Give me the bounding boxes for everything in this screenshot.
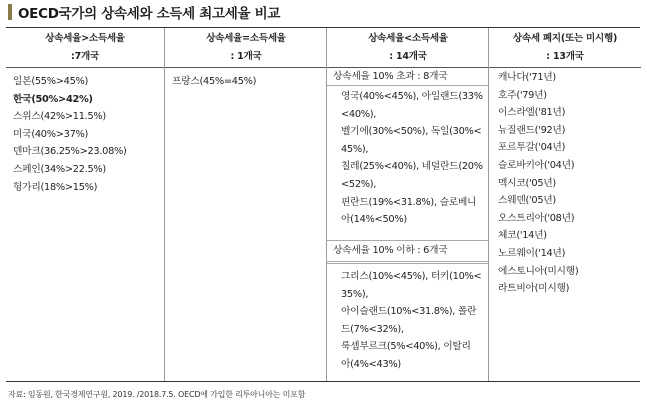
column-body bbox=[6, 68, 164, 381]
header-line2: : 14개국 bbox=[389, 50, 427, 62]
country-item: 멕시코('05년) bbox=[498, 177, 556, 189]
country-item: 슬로바키아('04년) bbox=[498, 159, 575, 171]
country-item: 프랑스(45%=45%) bbox=[172, 76, 257, 87]
group-label: 상속세율 10% 이하 : 6개국 bbox=[333, 245, 448, 256]
column-body bbox=[489, 68, 641, 381]
country-item: 호주('79년) bbox=[498, 89, 547, 101]
header-line1: 상속세율=소득세율 bbox=[206, 32, 286, 44]
title-text: OECD국가의 상속세와 소득세 최고세율 비교 bbox=[18, 6, 281, 22]
country-item: 캐나다('71년) bbox=[498, 72, 556, 83]
country-item: 이스라엘('81년) bbox=[498, 107, 566, 119]
country-item: 스페인(34%>22.5%) bbox=[13, 163, 106, 175]
group-below-10pct bbox=[327, 263, 489, 381]
country-item: 스위스(42%>11.5%) bbox=[13, 111, 106, 123]
column-header bbox=[489, 28, 641, 68]
group-items bbox=[327, 88, 489, 229]
country-item: 체코('14년) bbox=[498, 230, 547, 242]
header-line2: : 1개국 bbox=[230, 50, 262, 62]
country-item: 노르웨이('14년) bbox=[498, 247, 566, 259]
country-item-korea: 한국(50%>42%) bbox=[13, 93, 93, 105]
country-line: 아(14%<50%) bbox=[341, 214, 407, 226]
country-item: 덴마크(36.25%>23.08%) bbox=[13, 146, 127, 158]
column-inheritance-less bbox=[326, 28, 489, 381]
country-line: 아이슬랜드(10%<31.8%), 폴란 bbox=[341, 306, 477, 318]
country-item: 헝가리(18%>15%) bbox=[13, 181, 98, 193]
country-line: 아(4%<43%) bbox=[341, 358, 401, 370]
country-item: 뉴질랜드('92년) bbox=[498, 124, 566, 136]
country-line: <40%), bbox=[341, 108, 377, 120]
column-header bbox=[165, 28, 327, 68]
group-items bbox=[327, 264, 489, 374]
header-line2: : 13개국 bbox=[546, 50, 584, 62]
country-item: 스웨덴('05년) bbox=[498, 195, 556, 207]
document-title bbox=[8, 2, 280, 22]
column-inheritance-equal bbox=[164, 28, 327, 381]
source-note: 자료: 임동원, 한국경제연구원, 2019. /2018.7.5. OECD에 가입한 리투아니아는 미포함 bbox=[8, 390, 306, 399]
group-label: 상속세율 10% 초과 : 8개국 bbox=[327, 68, 489, 86]
country-line: 칠레(25%<40%), 네덜란드(20% bbox=[341, 161, 483, 173]
column-header bbox=[6, 28, 164, 68]
country-line: 벨기에(30%<50%), 독일(30%< bbox=[341, 126, 482, 138]
country-line: 35%), bbox=[341, 288, 369, 300]
header-line1: 상속세 폐지(또는 미시행) bbox=[512, 32, 618, 44]
country-item: 라트비아(미시행) bbox=[498, 283, 570, 295]
country-item: 오스트리아('08년) bbox=[498, 212, 575, 224]
country-item: 에스토니아(미시행) bbox=[498, 265, 579, 277]
column-inheritance-greater bbox=[6, 28, 164, 381]
header-line1: 상속세율>소득세율 bbox=[45, 32, 125, 44]
header-line2: :7개국 bbox=[71, 50, 99, 62]
country-line: 룩셈부르크(5%<40%), 이탈리 bbox=[341, 341, 471, 353]
country-item: 미국(40%>37%) bbox=[13, 128, 89, 140]
country-line: 영국(40%<45%), 아일랜드(33% bbox=[341, 91, 483, 102]
group-below-10pct-header bbox=[327, 240, 489, 262]
country-item: 일본(55%>45%) bbox=[13, 76, 89, 87]
country-line: 핀란드(19%<31.8%), 슬로베니 bbox=[341, 196, 477, 208]
column-body bbox=[165, 68, 327, 381]
column-header bbox=[327, 28, 489, 68]
country-item: 포르투갈('04년) bbox=[498, 142, 566, 154]
column-body bbox=[327, 68, 489, 381]
country-line: 드(7%<32%), bbox=[341, 323, 404, 335]
header-line1: 상속세율<소득세율 bbox=[368, 32, 448, 44]
country-line: 그리스(10%<45%), 터키(10%< bbox=[341, 271, 482, 282]
comparison-table bbox=[6, 27, 640, 382]
title-accent-bar bbox=[8, 4, 12, 20]
country-line: <52%), bbox=[341, 178, 377, 190]
country-line: 45%), bbox=[341, 143, 369, 155]
column-inheritance-abolished bbox=[488, 28, 641, 381]
group-above-10pct bbox=[327, 68, 489, 240]
